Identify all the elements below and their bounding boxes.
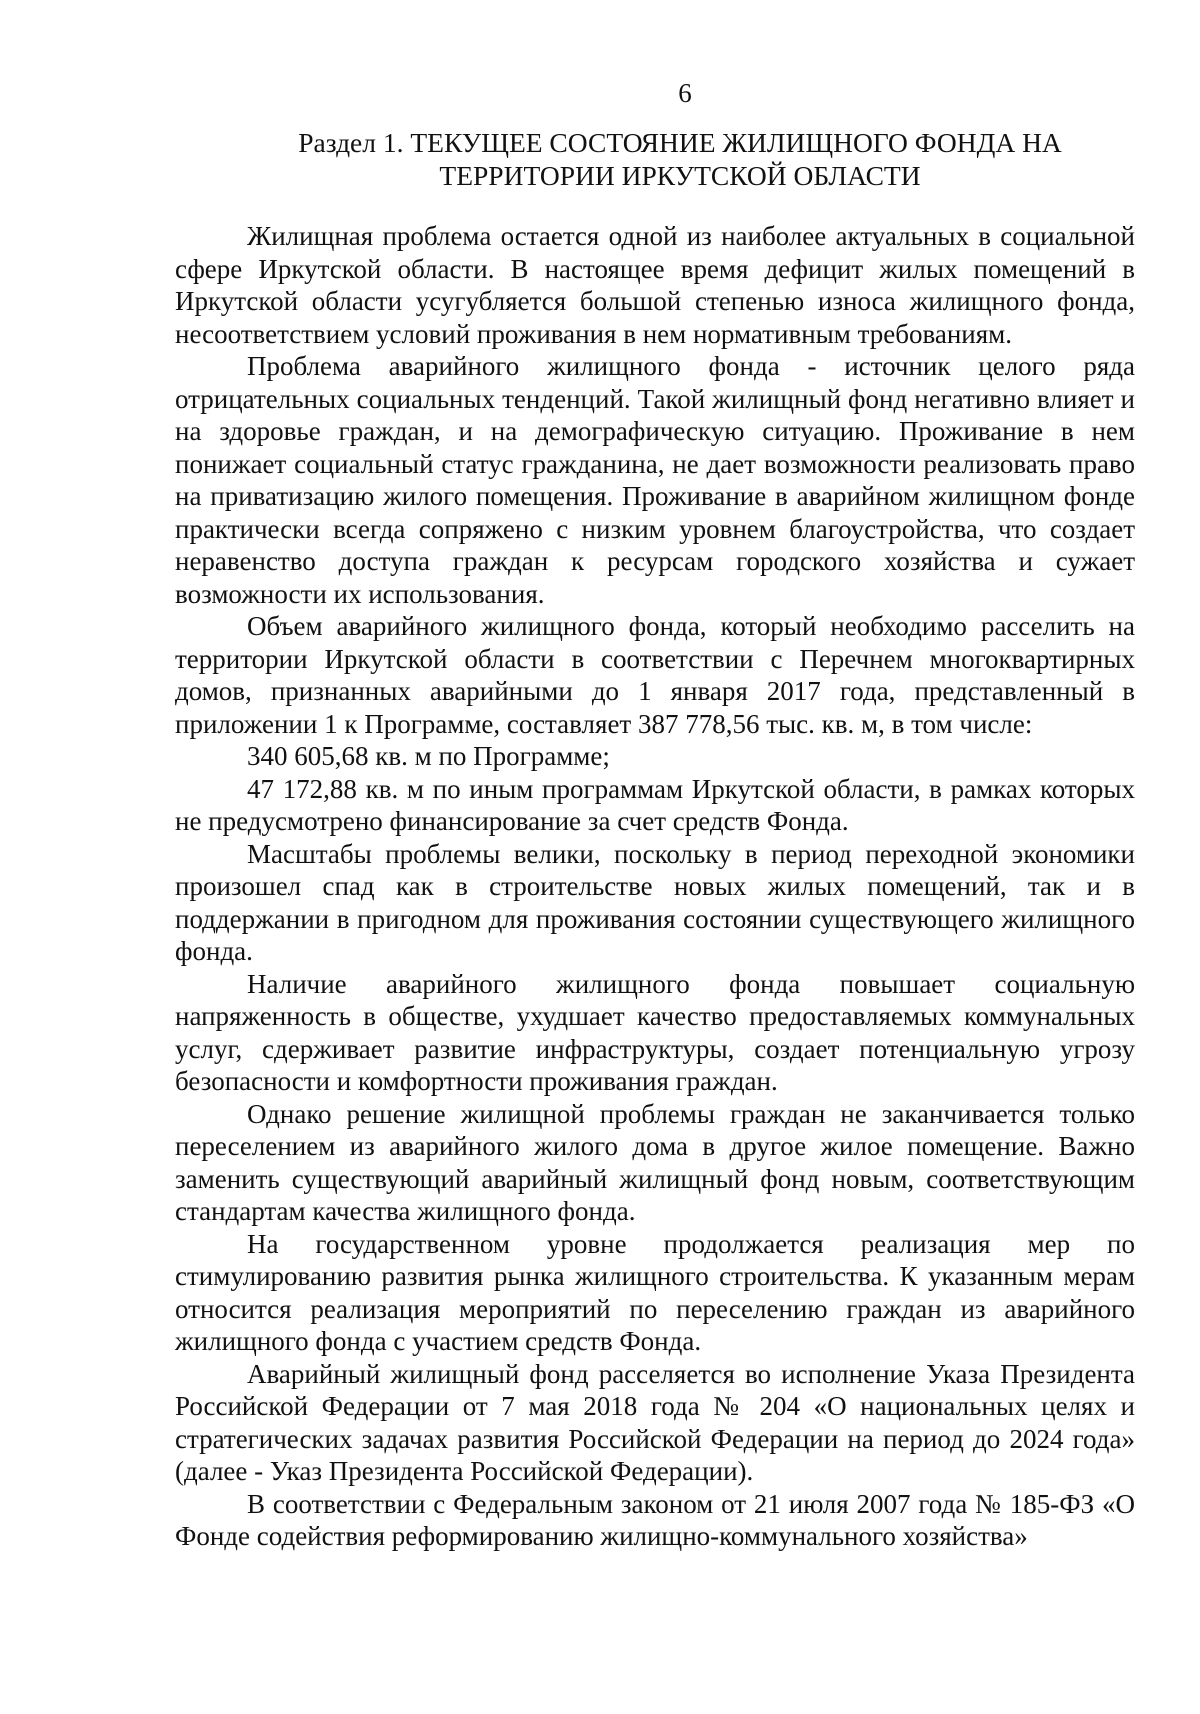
paragraph-6: Масштабы проблемы велики, поскольку в период переходной экономики произошел спад как в строительстве новых жилых помещений, так и в поддержании в пригодном для проживания состоянии существующего жилищного фонда.	[175, 838, 1135, 966]
paragraph-3: Объем аварийного жилищного фонда, который необходимо расселить на территории Иркутской области в соответствии с Перечнем многоквартирных домов, признанных аварийными до 1 января 2017 года, представленный в приложении 1 к Программе, составляет 387 778,56 тыс. кв. м, в том числе:	[175, 611, 1135, 739]
section-heading-line-2: ТЕРРИТОРИИ ИРКУТСКОЙ ОБЛАСТИ	[439, 160, 921, 191]
paragraph-10: Аварийный жилищный фонд расселяется во исполнение Указа Президента Российской Федерации от 7 мая 2018 года № 204 «О национальных целях и стратегических задачах развития Российской Федерации на период до 2024 года» (далее - Указ Президента Российской Федерации).	[175, 1358, 1135, 1486]
section-heading-line-1: Раздел 1. ТЕКУЩЕЕ СОСТОЯНИЕ ЖИЛИЩНОГО ФОНДА НА	[298, 127, 1062, 158]
paragraph-5: 47 172,88 кв. м по иным программам Иркутской области, в рамках которых не предусмотрено финансирование за счет средств Фонда.	[175, 773, 1135, 836]
paragraph-11: В соответствии с Федеральным законом от 21 июля 2007 года № 185-ФЗ «О Фонде содействия реформированию жилищно-коммунального хозяйства»	[175, 1488, 1135, 1551]
section-heading	[180, 126, 1180, 192]
paragraph-1: Жилищная проблема остается одной из наиболее актуальных в социальной сфере Иркутской области. В настоящее время дефицит жилых помещений в Иркутской области усугубляется большой степенью износа жилищного фонда, несоответствием условий проживания в нем нормативным требованиям.	[175, 221, 1135, 349]
paragraph-9: На государственном уровне продолжается реализация мер по стимулированию развития рынка жилищного строительства. К указанным мерам относится реализация мероприятий по переселению граждан из аварийного жилищного фонда с участием средств Фонда.	[175, 1228, 1135, 1356]
paragraph-4: 340 605,68 кв. м по Программе;	[247, 741, 610, 771]
paragraph-8: Однако решение жилищной проблемы граждан не заканчивается только переселением из аварийного жилого дома в другое жилое помещение. Важно заменить существующий аварийный жилищный фонд новым, соответствующим стандартам качества жилищного фонда.	[175, 1098, 1135, 1226]
paragraph-2: Проблема аварийного жилищного фонда - источник целого ряда отрицательных социальных тенденций. Такой жилищный фонд негативно влияет и на здоровье граждан, и на демографическую ситуацию. Проживание в нем понижает социальный статус гражданина, не дает возможности реализовать право на приватизацию жилого помещения. Проживание в аварийном жилищном фонде практически всегда сопряжено с низким уровнем благоустройства, что создает неравенство доступа граждан к ресурсам городского хозяйства и сужает возможности их использования.	[175, 351, 1135, 609]
paragraph-7: Наличие аварийного жилищного фонда повышает социальную напряженность в обществе, ухудшает качество предоставляемых коммунальных услуг, сдерживает развитие инфраструктуры, создает потенциальную угрозу безопасности и комфортности проживания граждан.	[175, 968, 1135, 1096]
body-text	[175, 220, 1135, 1553]
page-number: 6	[678, 78, 692, 108]
